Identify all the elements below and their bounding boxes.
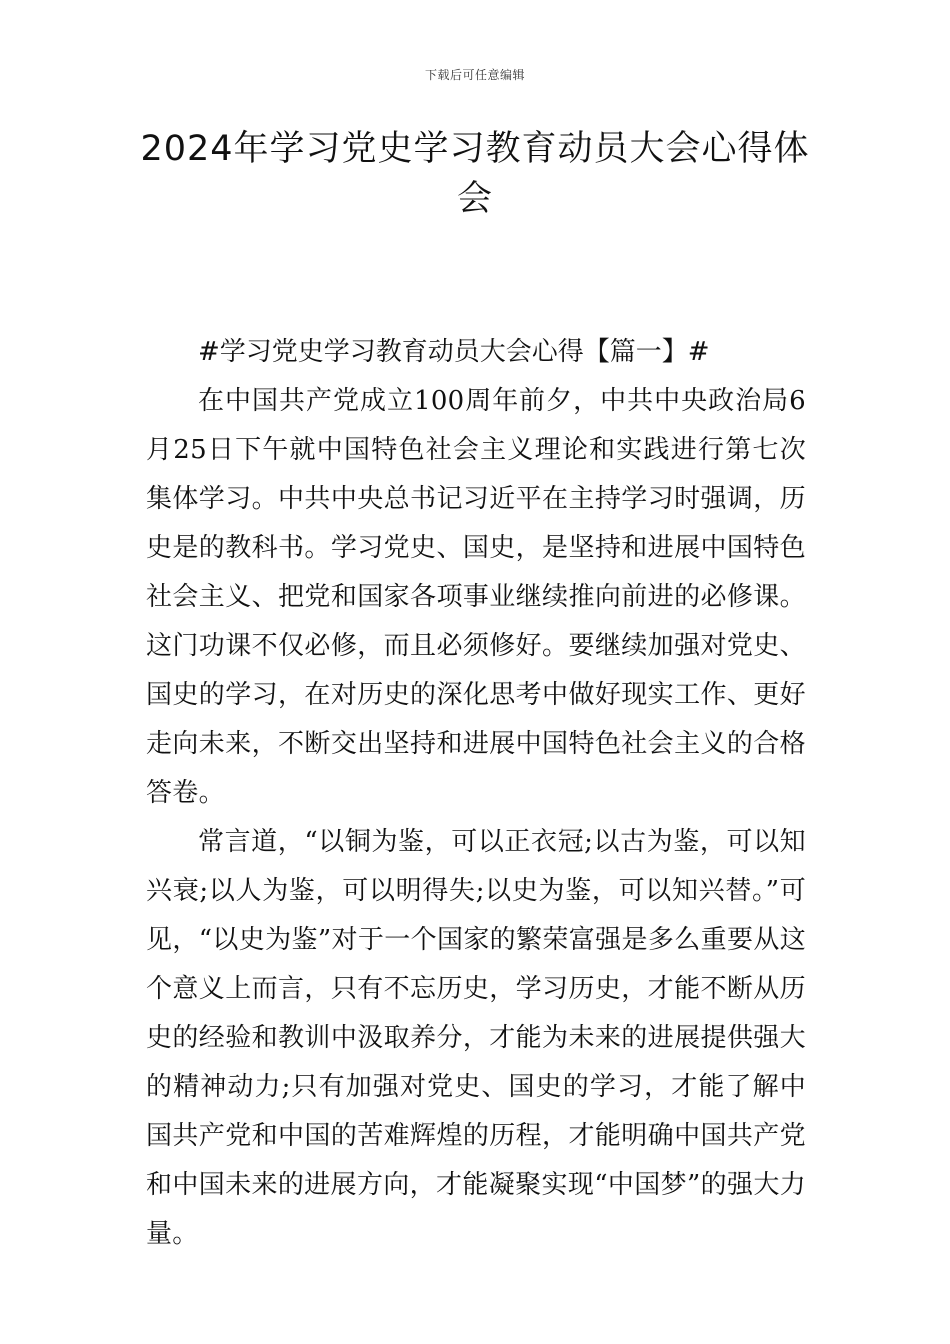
document-body — [146, 328, 806, 1259]
paragraph-2: 常言道，“以铜为鉴，可以正衣冠;以古为鉴，可以知兴衰;以人为鉴，可以明得失;以史为鉴，可以知兴替。”可见，“以史为鉴”对于一个国家的繁荣富强是多么重要从这个意义上而言，只有不忘历史，学习历史，才能不断从历史的经验和教训中汲取养分，才能为未来的进展提供强大的精神动力;只有加强对党史、国史的学习，才能了解中国共产党和中国的苦难辉煌的历程，才能明确中国共产党和中国未来的进展方向，才能凝聚实现“中国梦”的强大力量。 — [146, 827, 806, 1249]
section-heading: #学习党史学习教育动员大会心得【篇一】# — [198, 337, 710, 367]
paragraph-1: 在中国共产党成立100周年前夕，中共中央政治局6月25日下午就中国特色社会主义理论和实践进行第七次集体学习。中共中央总书记习近平在主持学习时强调，历史是的教科书。学习党史、国史，是坚持和进展中国特色社会主义、把党和国家各项事业继续推向前进的必修课。这门功课不仅必修，而且必须修好。要继续加强对党史、国史的学习，在对历史的深化思考中做好现实工作、更好走向未来，不断交出坚持和进展中国特色社会主义的合格答卷。 — [146, 386, 806, 808]
header-note: 下载后可任意编辑 — [424, 68, 525, 82]
document-title: 2024年学习党史学习教育动员大会心得体会 — [140, 129, 810, 219]
